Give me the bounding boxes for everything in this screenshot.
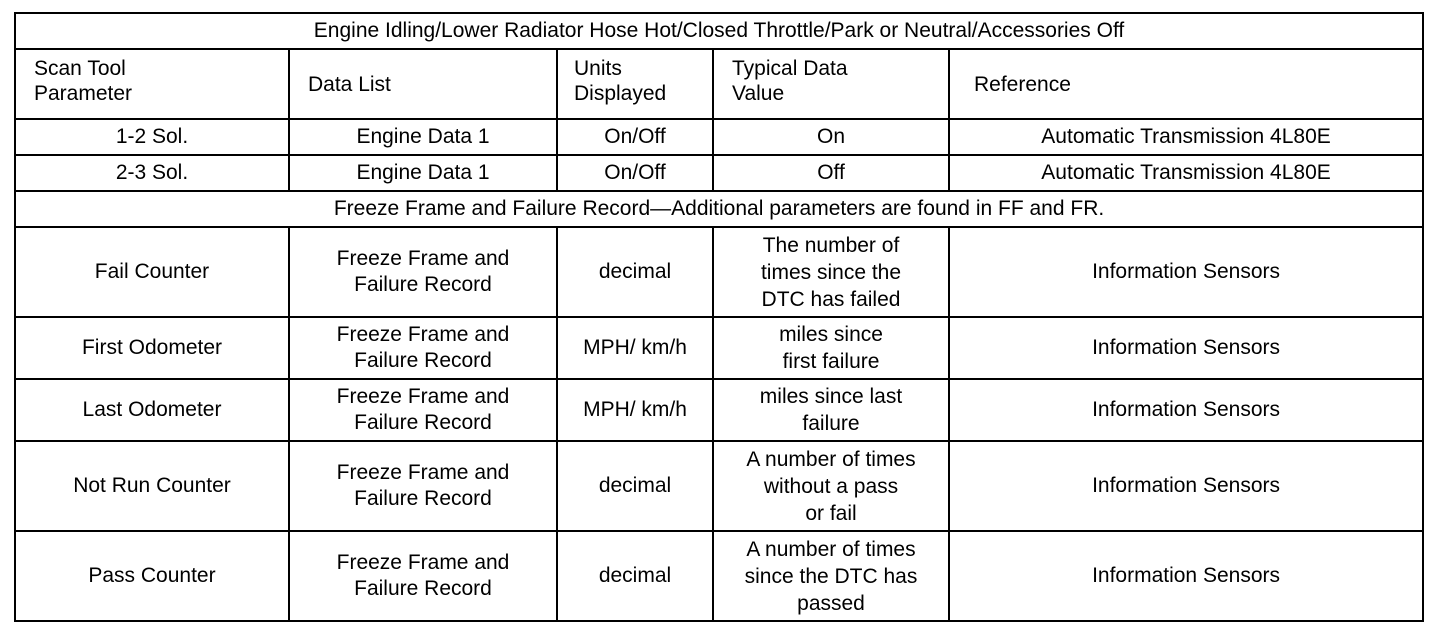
cell-parameter: Pass Counter — [15, 531, 289, 621]
table-header-row — [15, 49, 1423, 119]
cell-data-list: Freeze Frame and Failure Record — [289, 227, 557, 317]
cell-typical-value: Off — [713, 155, 949, 191]
table-row — [15, 227, 1423, 317]
header-typical-value: Typical Data Value — [713, 49, 949, 119]
header-reference: Reference — [949, 49, 1423, 119]
cell-units: decimal — [557, 441, 713, 531]
cell-typical-value: On — [713, 119, 949, 155]
cell-data-list: Freeze Frame and Failure Record — [289, 441, 557, 531]
cell-units: decimal — [557, 531, 713, 621]
cell-data-list: Freeze Frame and Failure Record — [289, 317, 557, 379]
table-row — [15, 155, 1423, 191]
cell-data-list: Freeze Frame and Failure Record — [289, 531, 557, 621]
cell-parameter: Fail Counter — [15, 227, 289, 317]
cell-data-list: Freeze Frame and Failure Record — [289, 379, 557, 441]
table-row — [15, 379, 1423, 441]
cell-reference: Information Sensors — [949, 531, 1423, 621]
cell-parameter: Not Run Counter — [15, 441, 289, 531]
cell-typical-value: miles since first failure — [713, 317, 949, 379]
cell-reference: Automatic Transmission 4L80E — [949, 155, 1423, 191]
table-note-row — [15, 191, 1423, 227]
cell-units: MPH/ km/h — [557, 317, 713, 379]
cell-units: On/Off — [557, 155, 713, 191]
cell-parameter: 1-2 Sol. — [15, 119, 289, 155]
scan-tool-data-table — [14, 12, 1424, 622]
cell-reference: Information Sensors — [949, 441, 1423, 531]
header-data-list: Data List — [289, 49, 557, 119]
cell-units: decimal — [557, 227, 713, 317]
cell-typical-value: The number of times since the DTC has failed — [713, 227, 949, 317]
header-units: Units Displayed — [557, 49, 713, 119]
cell-units: MPH/ km/h — [557, 379, 713, 441]
cell-data-list: Engine Data 1 — [289, 119, 557, 155]
header-parameter: Scan Tool Parameter — [15, 49, 289, 119]
cell-reference: Automatic Transmission 4L80E — [949, 119, 1423, 155]
cell-units: On/Off — [557, 119, 713, 155]
cell-parameter: First Odometer — [15, 317, 289, 379]
table-title-row — [15, 13, 1423, 49]
cell-parameter: Last Odometer — [15, 379, 289, 441]
cell-typical-value: A number of times without a pass or fail — [713, 441, 949, 531]
cell-reference: Information Sensors — [949, 379, 1423, 441]
cell-typical-value: miles since last failure — [713, 379, 949, 441]
cell-typical-value: A number of times since the DTC has passed — [713, 531, 949, 621]
freeze-frame-note: Freeze Frame and Failure Record—Additional parameters are found in FF and FR. — [15, 191, 1423, 227]
table-row — [15, 119, 1423, 155]
cell-parameter: 2-3 Sol. — [15, 155, 289, 191]
table-title: Engine Idling/Lower Radiator Hose Hot/Closed Throttle/Park or Neutral/Accessories Off — [15, 13, 1423, 49]
table-row — [15, 441, 1423, 531]
cell-reference: Information Sensors — [949, 227, 1423, 317]
table-row — [15, 317, 1423, 379]
cell-reference: Information Sensors — [949, 317, 1423, 379]
cell-data-list: Engine Data 1 — [289, 155, 557, 191]
table-row — [15, 531, 1423, 621]
